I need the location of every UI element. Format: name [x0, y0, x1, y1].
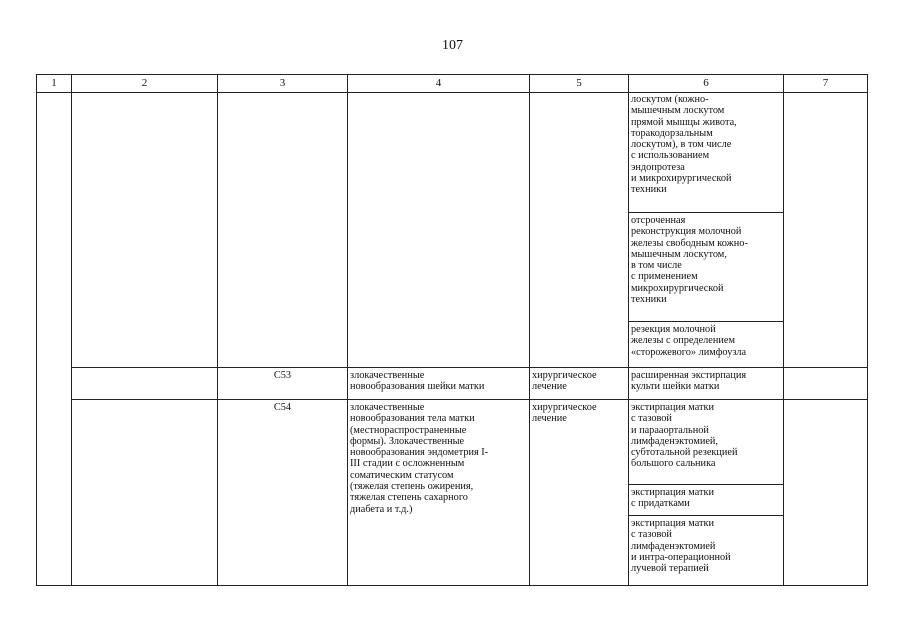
grid-line: [36, 74, 37, 586]
grid-line: [628, 212, 784, 213]
diagnosis-cell: злокачественные новообразования шейки матки: [350, 370, 485, 393]
header-col-7: 7: [822, 77, 829, 89]
method-cell: резекция молочной железы с определением «сторожевого» лимфоузла: [631, 324, 747, 358]
page-number: 107: [442, 38, 463, 53]
grid-line: [71, 367, 868, 368]
method-cell: экстирпация матки с придатками: [631, 487, 715, 510]
header-col-4: 4: [435, 77, 442, 89]
grid-line: [71, 74, 72, 586]
method-cell: экстирпация матки с тазовой лимфаденэктомией и интра-операционной лучевой терапией: [631, 518, 731, 575]
header-col-1: 1: [51, 77, 57, 89]
grid-line: [347, 74, 348, 586]
grid-line: [36, 74, 868, 75]
header-col-5: 5: [576, 77, 582, 89]
header-col-6: 6: [703, 77, 709, 89]
grid-line: [36, 92, 868, 93]
grid-line: [529, 74, 530, 586]
treatment-cell: хирургическое лечение: [532, 370, 597, 393]
grid-line: [628, 484, 784, 485]
diagnosis-cell: злокачественные новообразования тела матки (местнораспространенные формы). Злокачественные новообразования эндометрия I- III стадии с осложненным соматическим статусом (тяжелая степень ожирения, тяжелая степень сахарного диабета и т.д.): [350, 402, 489, 515]
grid-line: [783, 74, 784, 586]
grid-line: [71, 399, 868, 400]
code-cell: C54: [273, 402, 292, 413]
method-cell: расширенная экстирпация культи шейки матки: [631, 370, 747, 393]
method-cell: отсроченная реконструкция молочной железы свободным кожно- мышечным лоскутом, в том числе с применением микрохирургической техники: [631, 215, 748, 306]
method-cell: экстирпация матки с тазовой и парааортальной лимфаденэктомией, субтотальной резекцией большого сальника: [631, 402, 738, 470]
method-cell: лоскутом (кожно- мышечным лоскутом прямой мышцы живота, торакодорзальным лоскутом), в том числе с использованием эндопротеза и микрохирургической техники: [631, 94, 737, 196]
treatment-cell: хирургическое лечение: [532, 402, 597, 425]
grid-line: [628, 515, 784, 516]
code-cell: C53: [273, 370, 292, 381]
grid-line: [628, 74, 629, 586]
grid-line: [628, 321, 784, 322]
grid-line: [867, 74, 868, 586]
header-col-2: 2: [141, 77, 148, 89]
grid-line: [217, 74, 218, 586]
grid-line: [36, 585, 868, 586]
header-col-3: 3: [279, 77, 286, 89]
